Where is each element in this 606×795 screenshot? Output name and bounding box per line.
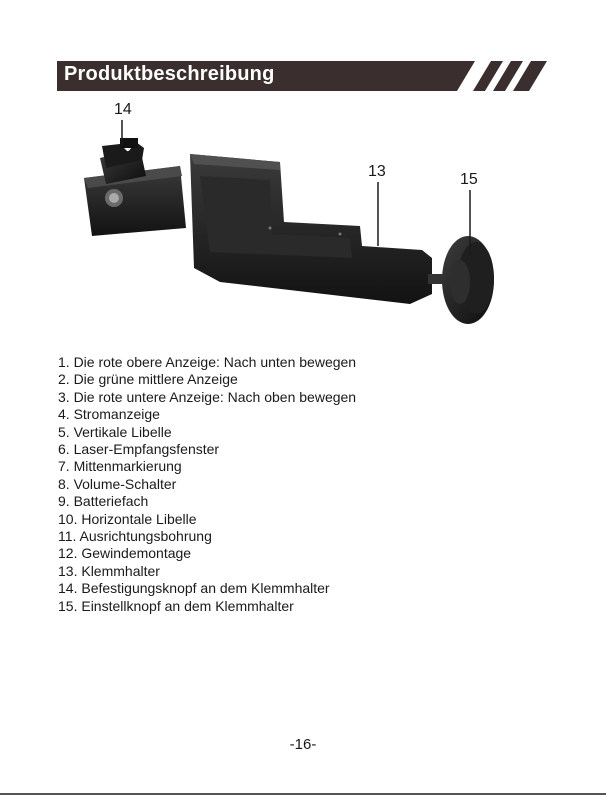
section-header (57, 61, 549, 91)
list-item: 10. Horizontale Libelle (58, 510, 197, 527)
callout-14: 14 (114, 101, 132, 118)
list-item: 2. Die grüne mittlere Anzeige (58, 371, 238, 388)
list-item: 7. Mittenmarkierung (58, 458, 182, 475)
list-item: 15. Einstellknopf an dem Klemmhalter (58, 597, 294, 614)
list-item: 8. Volume-Schalter (58, 475, 177, 492)
list-item: 9. Batteriefach (58, 493, 149, 510)
product-photo (70, 118, 530, 353)
clamp-holder (190, 154, 432, 304)
callout-15-line (468, 190, 472, 256)
page-number: -16- (289, 736, 317, 753)
list-item: 1. Die rote obere Anzeige: Nach unten bewegen (58, 354, 357, 370)
list-item: 11. Ausrichtungsbohrung (58, 528, 212, 545)
list-item: 5. Vertikale Libelle (58, 423, 172, 440)
list-item: 3. Die rote untere Anzeige: Nach oben bewegen (58, 388, 357, 405)
list-item: 6. Laser-Empfangsfenster (58, 441, 220, 458)
parts-list (58, 354, 356, 615)
list-item: 13. Klemmhalter (58, 562, 160, 579)
callout-15: 15 (460, 171, 478, 188)
list-item: 12. Gewindemontage (58, 545, 192, 562)
section-title: Produktbeschreibung (64, 63, 275, 85)
callout-14-line (120, 120, 124, 146)
callout-13-line (376, 182, 380, 246)
list-item: 4. Stromanzeige (58, 406, 160, 423)
callout-13: 13 (368, 163, 386, 180)
list-item: 14. Befestigungsknopf an dem Klemmhalter (58, 580, 330, 597)
